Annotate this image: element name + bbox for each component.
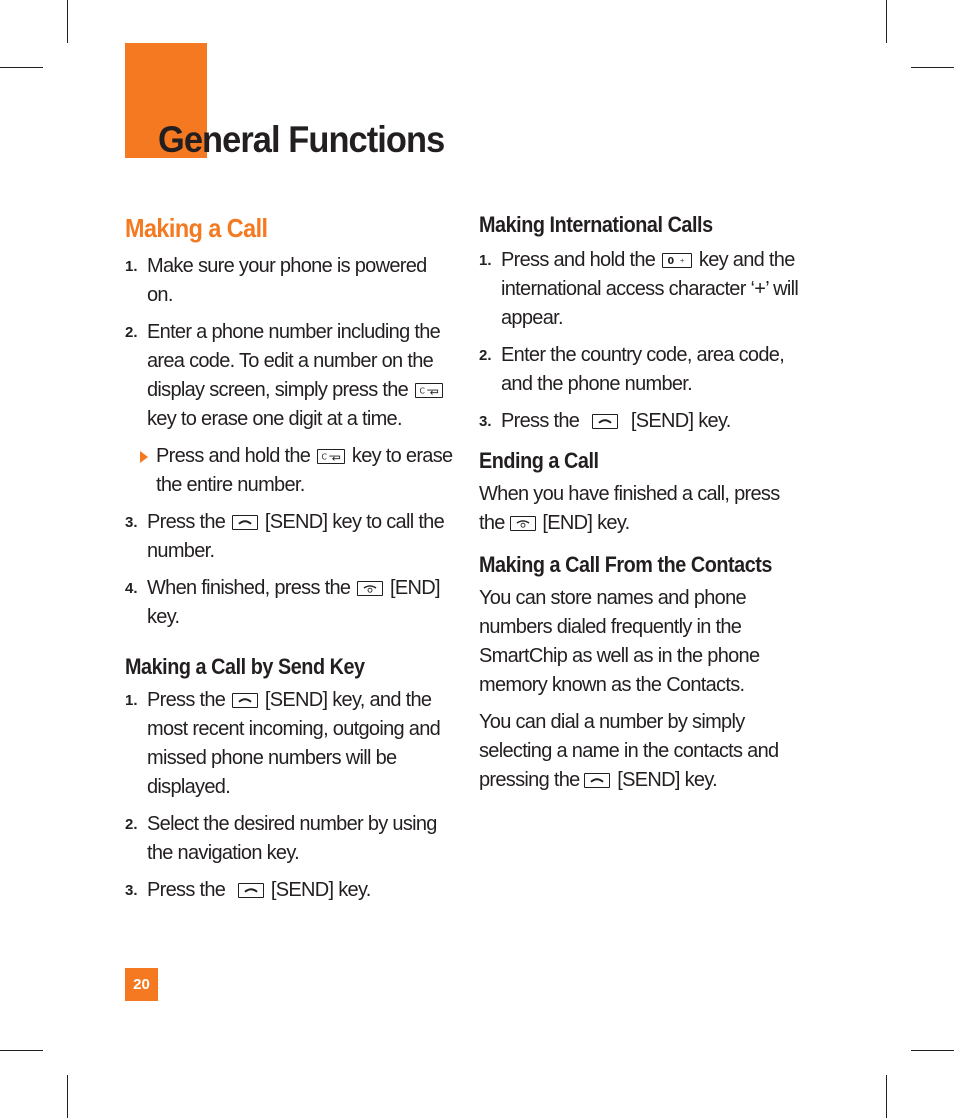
- crop-mark: [67, 1075, 68, 1118]
- list-item: 1. Press the [SEND] key, and the most recent incoming, outgoing and missed phone numbers will be displayed.: [125, 689, 441, 798]
- ending-text: When you have finished a call, press the [END] key.: [479, 483, 780, 534]
- list-item: 3. Press the [SEND] key.: [479, 410, 731, 432]
- crop-mark: [67, 0, 68, 43]
- send-key-icon: [584, 773, 610, 788]
- making-a-call-steps: [125, 252, 455, 434]
- list-item: 3. Press the [SEND] key.: [125, 879, 371, 901]
- send-key-icon: [592, 414, 618, 429]
- send-key-icon: [238, 883, 264, 898]
- clear-key-icon: [317, 449, 345, 464]
- list-item: 1. Make sure your phone is powered on.: [125, 255, 427, 306]
- page-title: General Functions: [158, 119, 445, 160]
- send-key-icon: [232, 515, 258, 530]
- send-key-heading: Making a Call by Send Key: [125, 654, 365, 679]
- list-item: 2. Enter the country code, area code, and the phone number.: [479, 344, 785, 395]
- crop-mark: [0, 1050, 43, 1051]
- contacts-heading: Making a Call From the Contacts: [479, 552, 773, 577]
- svg-text:C: C: [419, 386, 425, 396]
- send-key-icon: [232, 693, 258, 708]
- svg-text:+: +: [679, 257, 685, 265]
- right-column: [479, 210, 809, 795]
- crop-mark: [911, 1050, 954, 1051]
- list-item: 4. When finished, press the [END] key.: [125, 577, 440, 628]
- crop-mark: [911, 67, 954, 68]
- list-item: 3. Press the [SEND] key to call the number.: [125, 511, 445, 562]
- contacts-text-1: You can store names and phone numbers dialed frequently in the SmartChip as well as in the phone memory known as the Contacts.: [479, 587, 760, 696]
- list-item: 1. Press and hold the 0 + key and the international access character ‘+’ will appear.: [479, 249, 799, 329]
- list-item: 2. Select the desired number by using the navigation key.: [125, 813, 437, 864]
- end-key-icon: [357, 581, 383, 596]
- crop-mark: [886, 0, 887, 43]
- svg-text:0: 0: [667, 255, 674, 267]
- clear-key-icon: [415, 383, 443, 398]
- crop-mark: [0, 67, 43, 68]
- international-heading: Making International Calls: [479, 212, 713, 237]
- making-a-call-heading: Making a Call: [125, 213, 268, 243]
- list-item: Press and hold the C key to erase the entire number.: [125, 442, 455, 500]
- list-item: 2. Enter a phone number including the area code. To edit a number on the display screen, simply press the C key to erase one digit at a time.: [125, 318, 455, 434]
- zero-key-icon: [662, 253, 692, 268]
- triangle-bullet-icon: [140, 451, 148, 463]
- send-key-steps: [125, 686, 455, 905]
- contacts-text-2: You can dial a number by simply selecting a name in the contacts and pressing the [SEND] key.: [479, 711, 779, 791]
- making-a-call-steps-cont: [125, 508, 455, 632]
- crop-mark: [886, 1075, 887, 1118]
- end-key-icon: [510, 516, 536, 531]
- ending-heading: Ending a Call: [479, 448, 599, 473]
- international-steps: [479, 246, 809, 436]
- left-column: [125, 210, 455, 905]
- page-number: 20: [125, 968, 158, 1001]
- svg-text:C: C: [321, 452, 327, 462]
